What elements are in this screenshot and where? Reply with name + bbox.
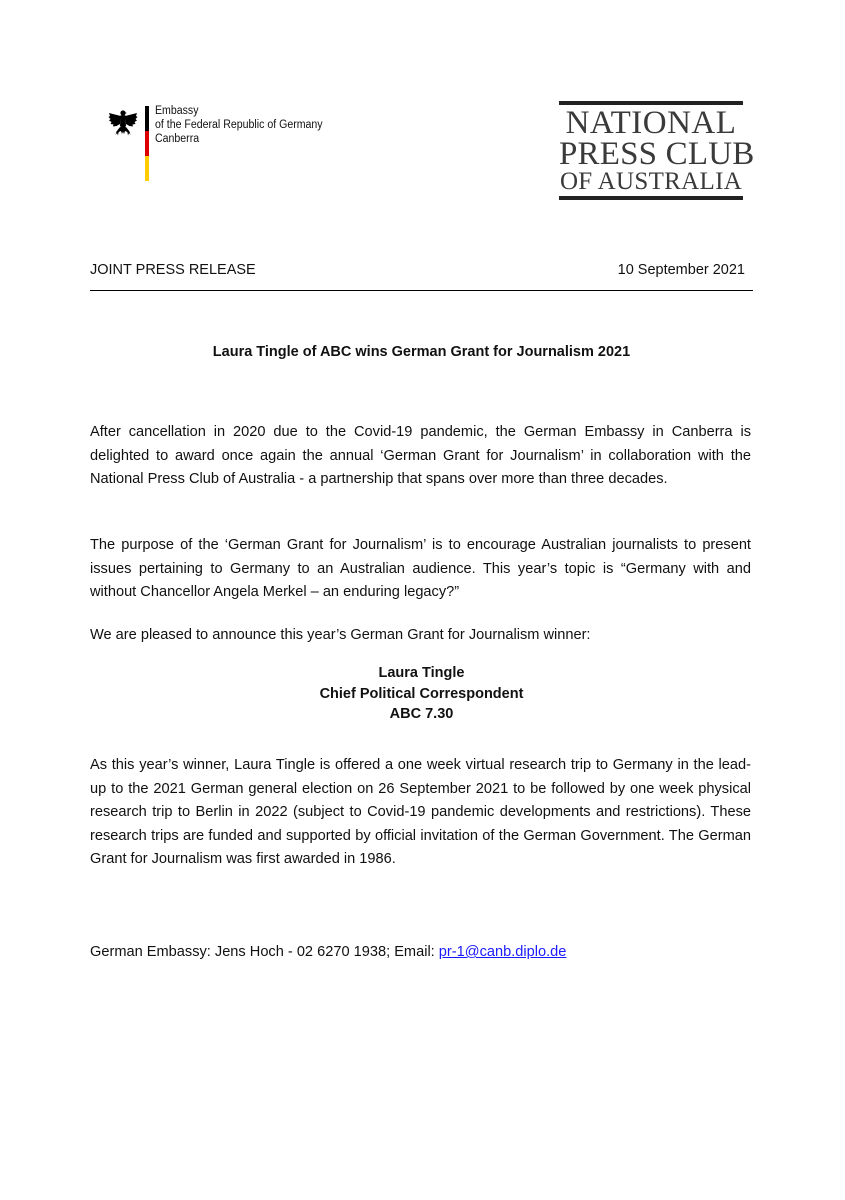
contact-line bbox=[90, 941, 753, 964]
email-link[interactable]: pr-1@canb.diplo.de bbox=[438, 944, 567, 960]
embassy-name bbox=[155, 104, 323, 146]
embassy-logo bbox=[108, 104, 368, 184]
embassy-line-3: Canberra bbox=[155, 133, 200, 145]
embassy-line-1: Embassy bbox=[155, 105, 199, 117]
npc-logo-line-2: PRESS CLUB bbox=[559, 136, 755, 172]
headline: Laura Tingle of ABC wins German Grant for Journalism 2021 bbox=[212, 344, 631, 360]
contact-text: German Embassy: Jens Hoch - 02 6270 1938; Email: bbox=[90, 944, 439, 960]
npc-logo-line-3: OF AUSTRALIA bbox=[559, 168, 743, 195]
federal-eagle-icon bbox=[108, 108, 138, 140]
winner-outlet: ABC 7.30 bbox=[389, 706, 454, 722]
logo-rule-bottom bbox=[559, 196, 743, 200]
paragraph-3: We are pleased to announce this year’s German Grant for Journalism winner: bbox=[90, 627, 591, 643]
paragraph-2: The purpose of the ‘German Grant for Journalism’ is to encourage Australian journalists to present issues pertaining to Germany to an Australian audience. This year’s topic is “Germany with and without Chancellor Angela Merkel – an enduring legacy?” bbox=[90, 537, 751, 600]
npc-logo bbox=[559, 101, 755, 200]
paragraph-4: As this year’s winner, Laura Tingle is offered a one week virtual research trip to Germany in the lead-up to the 2021 German general election on 26 September 2021 to be followed by one week physical research trip to Berlin in 2022 (subject to Covid-19 pandemic developments and restrictions). These research trips are funded and supported by official invitation of the German Government. The German Grant for Journalism was first awarded in 1986. bbox=[90, 757, 751, 867]
embassy-line-2: of the Federal Republic of Germany bbox=[155, 119, 323, 131]
release-header bbox=[90, 262, 753, 291]
winner-name: Laura Tingle bbox=[378, 665, 465, 681]
release-label: JOINT PRESS RELEASE bbox=[90, 262, 256, 278]
release-date: 10 September 2021 bbox=[617, 262, 745, 278]
german-flag-bar bbox=[145, 106, 149, 181]
npc-logo-line-1: NATIONAL bbox=[565, 105, 737, 141]
paragraph-1: After cancellation in 2020 due to the Covid-19 pandemic, the German Embassy in Canberra is delighted to award once again the annual ‘German Grant for Journalism’ in collaboration with the National Press Club of Australia - a partnership that spans over more than three decades. bbox=[90, 424, 751, 487]
winner-block bbox=[90, 663, 753, 725]
winner-title: Chief Political Correspondent bbox=[319, 685, 524, 702]
